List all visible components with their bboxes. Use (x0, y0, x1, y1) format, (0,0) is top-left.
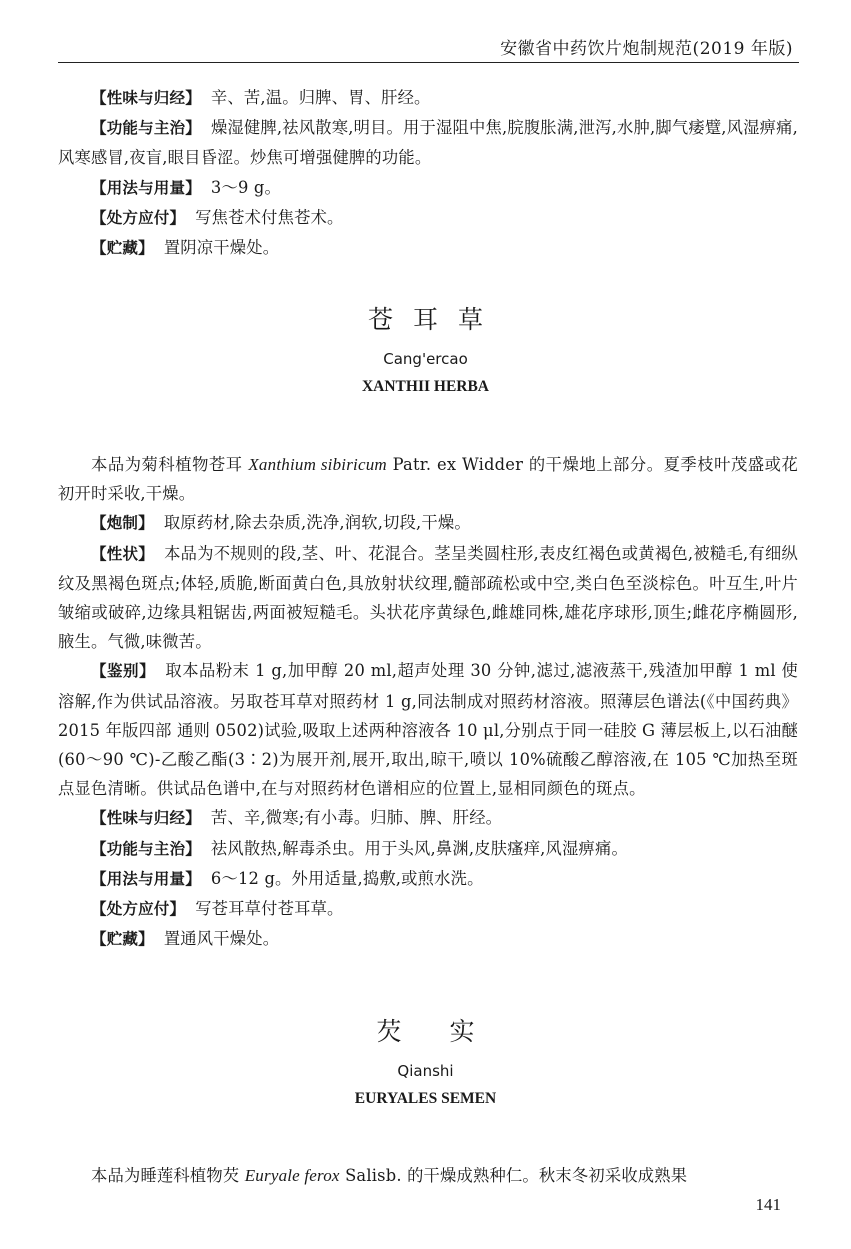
prescription-label: 【处方应付】 (91, 208, 186, 227)
storage-text: 置阴凉干燥处。 (163, 238, 280, 258)
entry-title: 芡实 (376, 1017, 523, 1046)
storage-label: 【贮藏】 (91, 239, 154, 258)
description-text: 本品为不规则的段,茎、叶、花混合。茎呈类圆柱形,表皮红褐色或黄褐色,被糙毛,有细纵纹及黑褐色斑点;体轻,质脆,断面黄白色,具放射状纹理,髓部疏松或中空,类白色至淡棕色。叶互生,叶片皱缩或破碎,边缘具粗锯齿,两面被短糙毛。头状花序黄绿色,雌雄同株,雄花序球形,顶生;雌花序椭圆形,腋生。气微,味微苦。 (58, 543, 798, 652)
function-text: 祛风散热,解毒杀虫。用于头风,鼻渊,皮肤瘙痒,风湿痹痛。 (210, 838, 628, 858)
species-name: Euryale ferox (244, 1166, 340, 1185)
usage-paragraph (58, 173, 798, 203)
intro-text-a: 本品为菊科植物苍耳 (91, 455, 249, 474)
storage-label: 【贮藏】 (91, 930, 154, 949)
intro-text-b: Salisb. 的干燥成熟种仁。秋末冬初采收成熟果 (339, 1166, 688, 1185)
processing-paragraph (58, 508, 798, 538)
running-header-title: 安徽省中药饮片炮制规范(2019 年版) (500, 39, 793, 59)
usage-label: 【用法与用量】 (91, 869, 201, 888)
entry-latin-name: XANTHII HERBA (361, 378, 490, 395)
identification-label: 【鉴别】 (91, 662, 156, 681)
entry-title: 苍耳草 (367, 305, 503, 334)
entry-pinyin: Cang'ercao (383, 350, 468, 368)
taste-meridian-text: 苦、辛,微寒;有小毒。归肺、脾、肝经。 (210, 808, 503, 828)
description-label: 【性状】 (91, 544, 155, 563)
function-label: 【功能与主治】 (91, 839, 201, 858)
entry-pinyin: Qianshi (397, 1062, 454, 1080)
taste-meridian-label: 【性味与归经】 (91, 809, 201, 828)
usage-paragraph (58, 864, 798, 894)
taste-meridian-paragraph (58, 803, 798, 833)
usage-text: 6～12 g。外用适量,捣敷,或煎水洗。 (210, 868, 484, 888)
intro-paragraph (58, 450, 798, 508)
identification-paragraph (58, 656, 798, 803)
intro-text-a: 本品为睡莲科植物芡 (91, 1166, 245, 1185)
identification-text: 取本品粉末 1 g,加甲醇 20 ml,超声处理 30 分钟,滤过,滤液蒸干,残渣加甲醇 1 ml 使溶解,作为供试品溶液。另取苍耳草对照药材 1 g,同法制成对照药材溶液。照薄层色谱法(《中国药典》2015 年版四部 通则 0502)试验,吸取上述两种溶液各 10 μl,分别点于同一硅胶 G 薄层板上,以石油醚(60～90 ℃)-乙酸乙酯(3∶2)为展开剂,展开,取出,晾干,喷以 10%硫酸乙醇溶液,在 105 ℃加热至斑点显色清晰。供试品色谱中,在与对照药材色谱相应的位置上,显相同颜色的斑点。 (58, 661, 798, 799)
taste-meridian-text: 辛、苦,温。归脾、胃、肝经。 (210, 88, 431, 107)
intro-text-b: Patr. ex Widder 的干燥地上部分。夏季枝叶茂盛或花初开时采收,干燥。 (58, 455, 798, 504)
function-paragraph (58, 834, 798, 864)
prescription-text: 写焦苍术付焦苍术。 (195, 207, 344, 227)
processing-label: 【炮制】 (91, 514, 154, 533)
intro-paragraph (58, 1161, 798, 1190)
function-label: 【功能与主治】 (91, 119, 201, 138)
entry-body (58, 450, 798, 954)
entry-body (58, 1161, 798, 1190)
usage-text: 3～9 g。 (210, 177, 281, 197)
prescription-paragraph (58, 203, 798, 233)
description-paragraph (58, 539, 798, 657)
processing-text: 取原药材,除去杂质,洗净,润软,切段,干燥。 (163, 513, 471, 533)
entry-latin-name: EURYALES SEMEN (354, 1090, 497, 1107)
storage-paragraph (58, 233, 798, 263)
taste-meridian-label: 【性味与归经】 (91, 89, 201, 107)
storage-paragraph (58, 924, 798, 954)
prescription-paragraph (58, 894, 798, 924)
prescription-label: 【处方应付】 (91, 900, 186, 919)
header-rule (58, 62, 799, 63)
taste-meridian-paragraph (58, 83, 798, 113)
prescription-text: 写苍耳草付苍耳草。 (195, 899, 344, 919)
function-text: 燥湿健脾,祛风散寒,明目。用于湿阻中焦,脘腹胀满,泄泻,水肿,脚气痿躄,风湿痹痛,风寒感冒,夜盲,眼目昏涩。炒焦可增强健脾的功能。 (58, 118, 798, 168)
top-section (58, 83, 798, 263)
species-name: Xanthium sibiricum (248, 455, 387, 474)
storage-text: 置通风干燥处。 (163, 929, 280, 949)
function-paragraph (58, 113, 798, 172)
usage-label: 【用法与用量】 (91, 178, 201, 197)
page-number: 141 (755, 1195, 781, 1214)
